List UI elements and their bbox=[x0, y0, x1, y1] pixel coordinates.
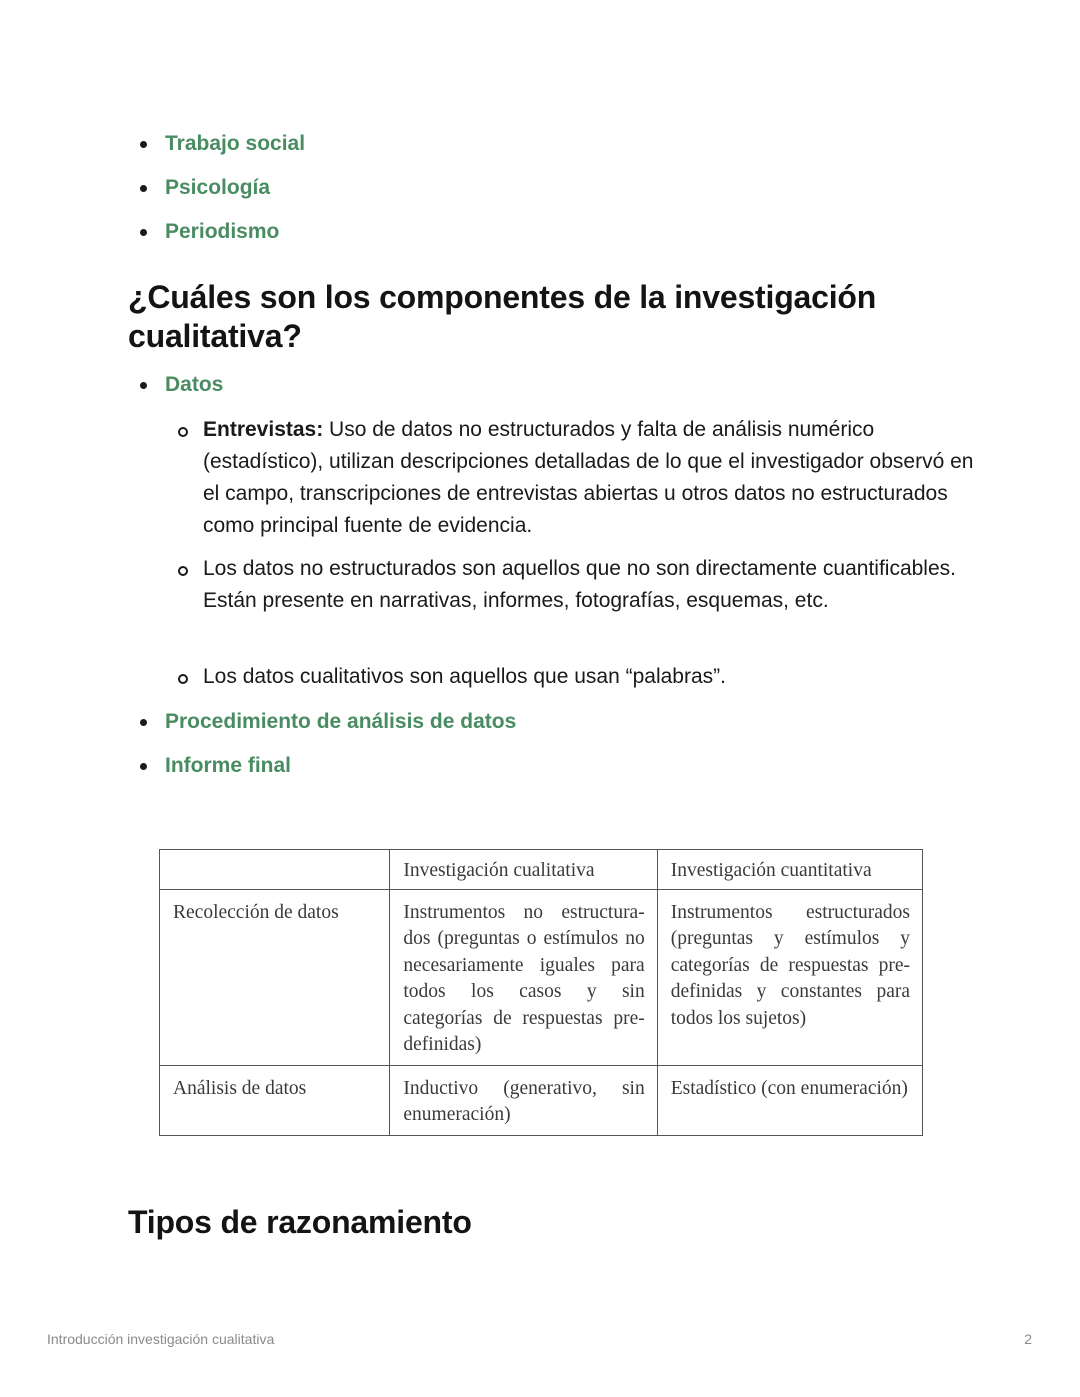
footer-title: Introducción investigación cualitativa bbox=[47, 1331, 275, 1347]
table-header-cell: Investigación cuantitativa bbox=[657, 850, 922, 890]
table-cell: Análisis de datos bbox=[160, 1065, 390, 1135]
sub-item-text: Los datos cualitativos son aquellos que usan “palabras”. bbox=[203, 665, 726, 688]
table-row bbox=[160, 1065, 923, 1135]
table-cell: Inductivo (generativo, sin enumeración) bbox=[390, 1065, 657, 1135]
section-heading-components: ¿Cuáles son los componentes de la investigación cualitativa? bbox=[128, 279, 877, 354]
table-cell: Estadístico (con enumeración) bbox=[657, 1065, 922, 1135]
table-header-row bbox=[160, 850, 923, 890]
table-row bbox=[160, 889, 923, 1065]
section-heading-reasoning: Tipos de razonamiento bbox=[128, 1204, 472, 1240]
table-cell: Instrumentos estructurados (preguntas y estímulos y categorías de respuestas pre-definidas y constantes para todos los sujetos) bbox=[657, 889, 922, 1065]
sub-list-item bbox=[178, 414, 983, 542]
list-item-datos: Datos bbox=[140, 370, 223, 400]
table-cell: Recolección de datos bbox=[160, 889, 390, 1065]
sub-list-item bbox=[178, 553, 983, 617]
comparison-table bbox=[159, 849, 923, 1136]
sub-item-bold: Entrevistas: bbox=[203, 418, 324, 441]
sub-list-item bbox=[178, 661, 983, 693]
list-item: Trabajo social bbox=[140, 126, 305, 170]
list-item: Periodismo bbox=[140, 214, 305, 258]
sub-item-text: Uso de datos no estructurados y falta de análisis numérico (estadístico), utilizan descripciones detalladas de lo que el investigador observó en el campo, transcripciones de entrevistas abiertas u otros datos no estructurados como principal fuente de evidencia. bbox=[203, 418, 974, 537]
table-header-cell bbox=[160, 850, 390, 890]
list-item: Psicología bbox=[140, 170, 305, 214]
disciplines-list bbox=[140, 126, 305, 258]
table-cell: Instrumentos no estructura-dos (preguntas o estímulos no necesariamente iguales para todos los casos y sin categorías de respuestas pre-definidas) bbox=[390, 889, 657, 1065]
list-item-procedimiento: Procedimiento de análisis de datos bbox=[140, 707, 516, 737]
footer-page-number: 2 bbox=[1024, 1331, 1032, 1347]
list-item-informe: Informe final bbox=[140, 751, 291, 781]
table-header-cell: Investigación cualitativa bbox=[390, 850, 657, 890]
sub-item-text: Los datos no estructurados son aquellos que no son directamente cuantificables. Están presente en narrativas, informes, fotografías, esquemas, etc. bbox=[203, 557, 956, 612]
